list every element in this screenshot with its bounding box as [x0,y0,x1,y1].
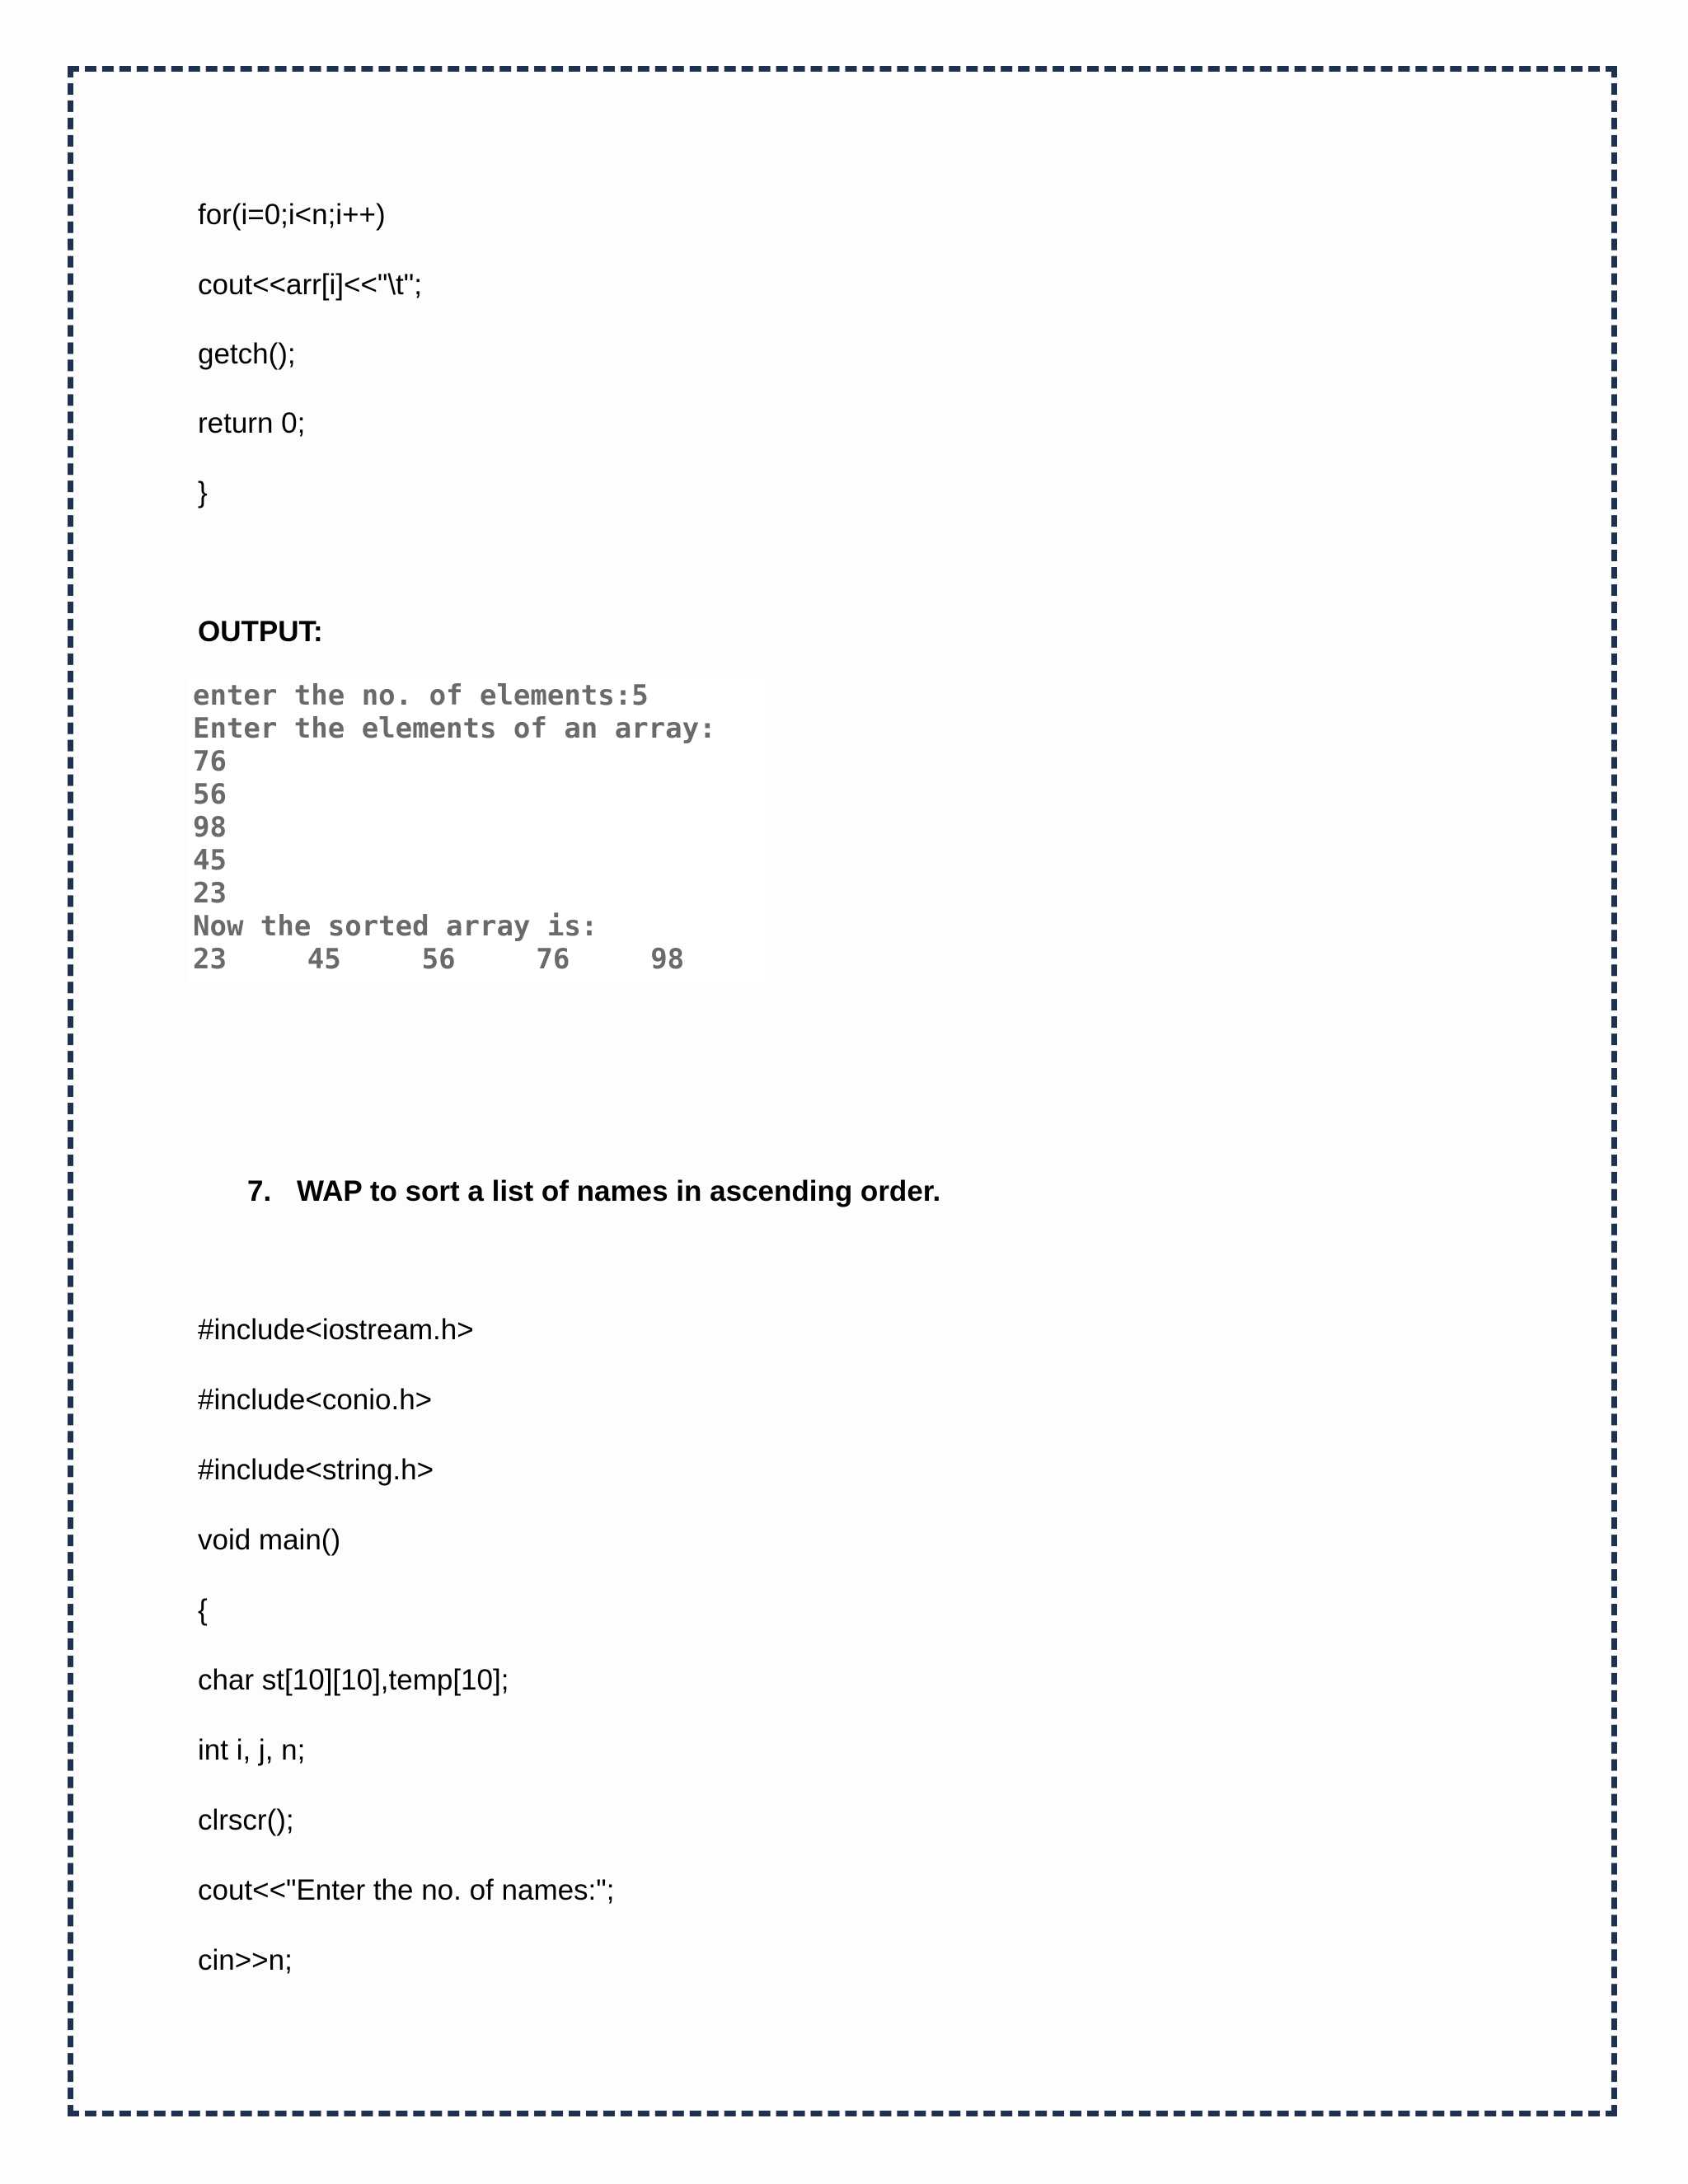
code-line: getch(); [198,338,296,370]
code-line: int i, j, n; [198,1734,306,1766]
question-number: 7. [247,1175,272,1207]
console-line: Enter the elements of an array: [193,712,716,745]
code-line: } [198,476,208,509]
code-line: cout<<arr[i]<<"\t"; [198,269,422,301]
console-line: 98 [193,811,227,844]
code-line: #include<conio.h> [198,1384,433,1416]
sorted-value: 56 [421,943,456,976]
console-line: 76 [193,745,227,778]
code-line: clrscr(); [198,1804,294,1836]
console-line: Now the sorted array is: [193,910,598,943]
console-output-image [188,679,765,984]
code-line: cout<<"Enter the no. of names:"; [198,1874,615,1906]
sorted-value: 23 [193,943,227,976]
console-line: enter the no. of elements:5 [193,679,649,712]
sorted-value: 98 [650,943,685,976]
code-line: #include<string.h> [198,1454,434,1486]
question-heading [247,1175,940,1208]
code-line: { [198,1594,208,1626]
console-line: 23 [193,877,227,910]
code-line: return 0; [198,407,306,439]
page-border [68,66,1617,2116]
code-line: #include<iostream.h> [198,1314,474,1346]
sorted-value: 45 [307,943,341,976]
sorted-value: 76 [536,943,570,976]
sorted-array-row [188,943,765,976]
code-line: for(i=0;i<n;i++) [198,199,386,231]
code-line: void main() [198,1524,341,1556]
code-line: cin>>n; [198,1944,293,1976]
code-line: char st[10][10],temp[10]; [198,1664,509,1696]
console-line: 56 [193,778,227,811]
question-text: WAP to sort a list of names in ascending order. [297,1175,941,1207]
console-line: 45 [193,844,227,877]
output-label: OUTPUT: [198,616,323,648]
